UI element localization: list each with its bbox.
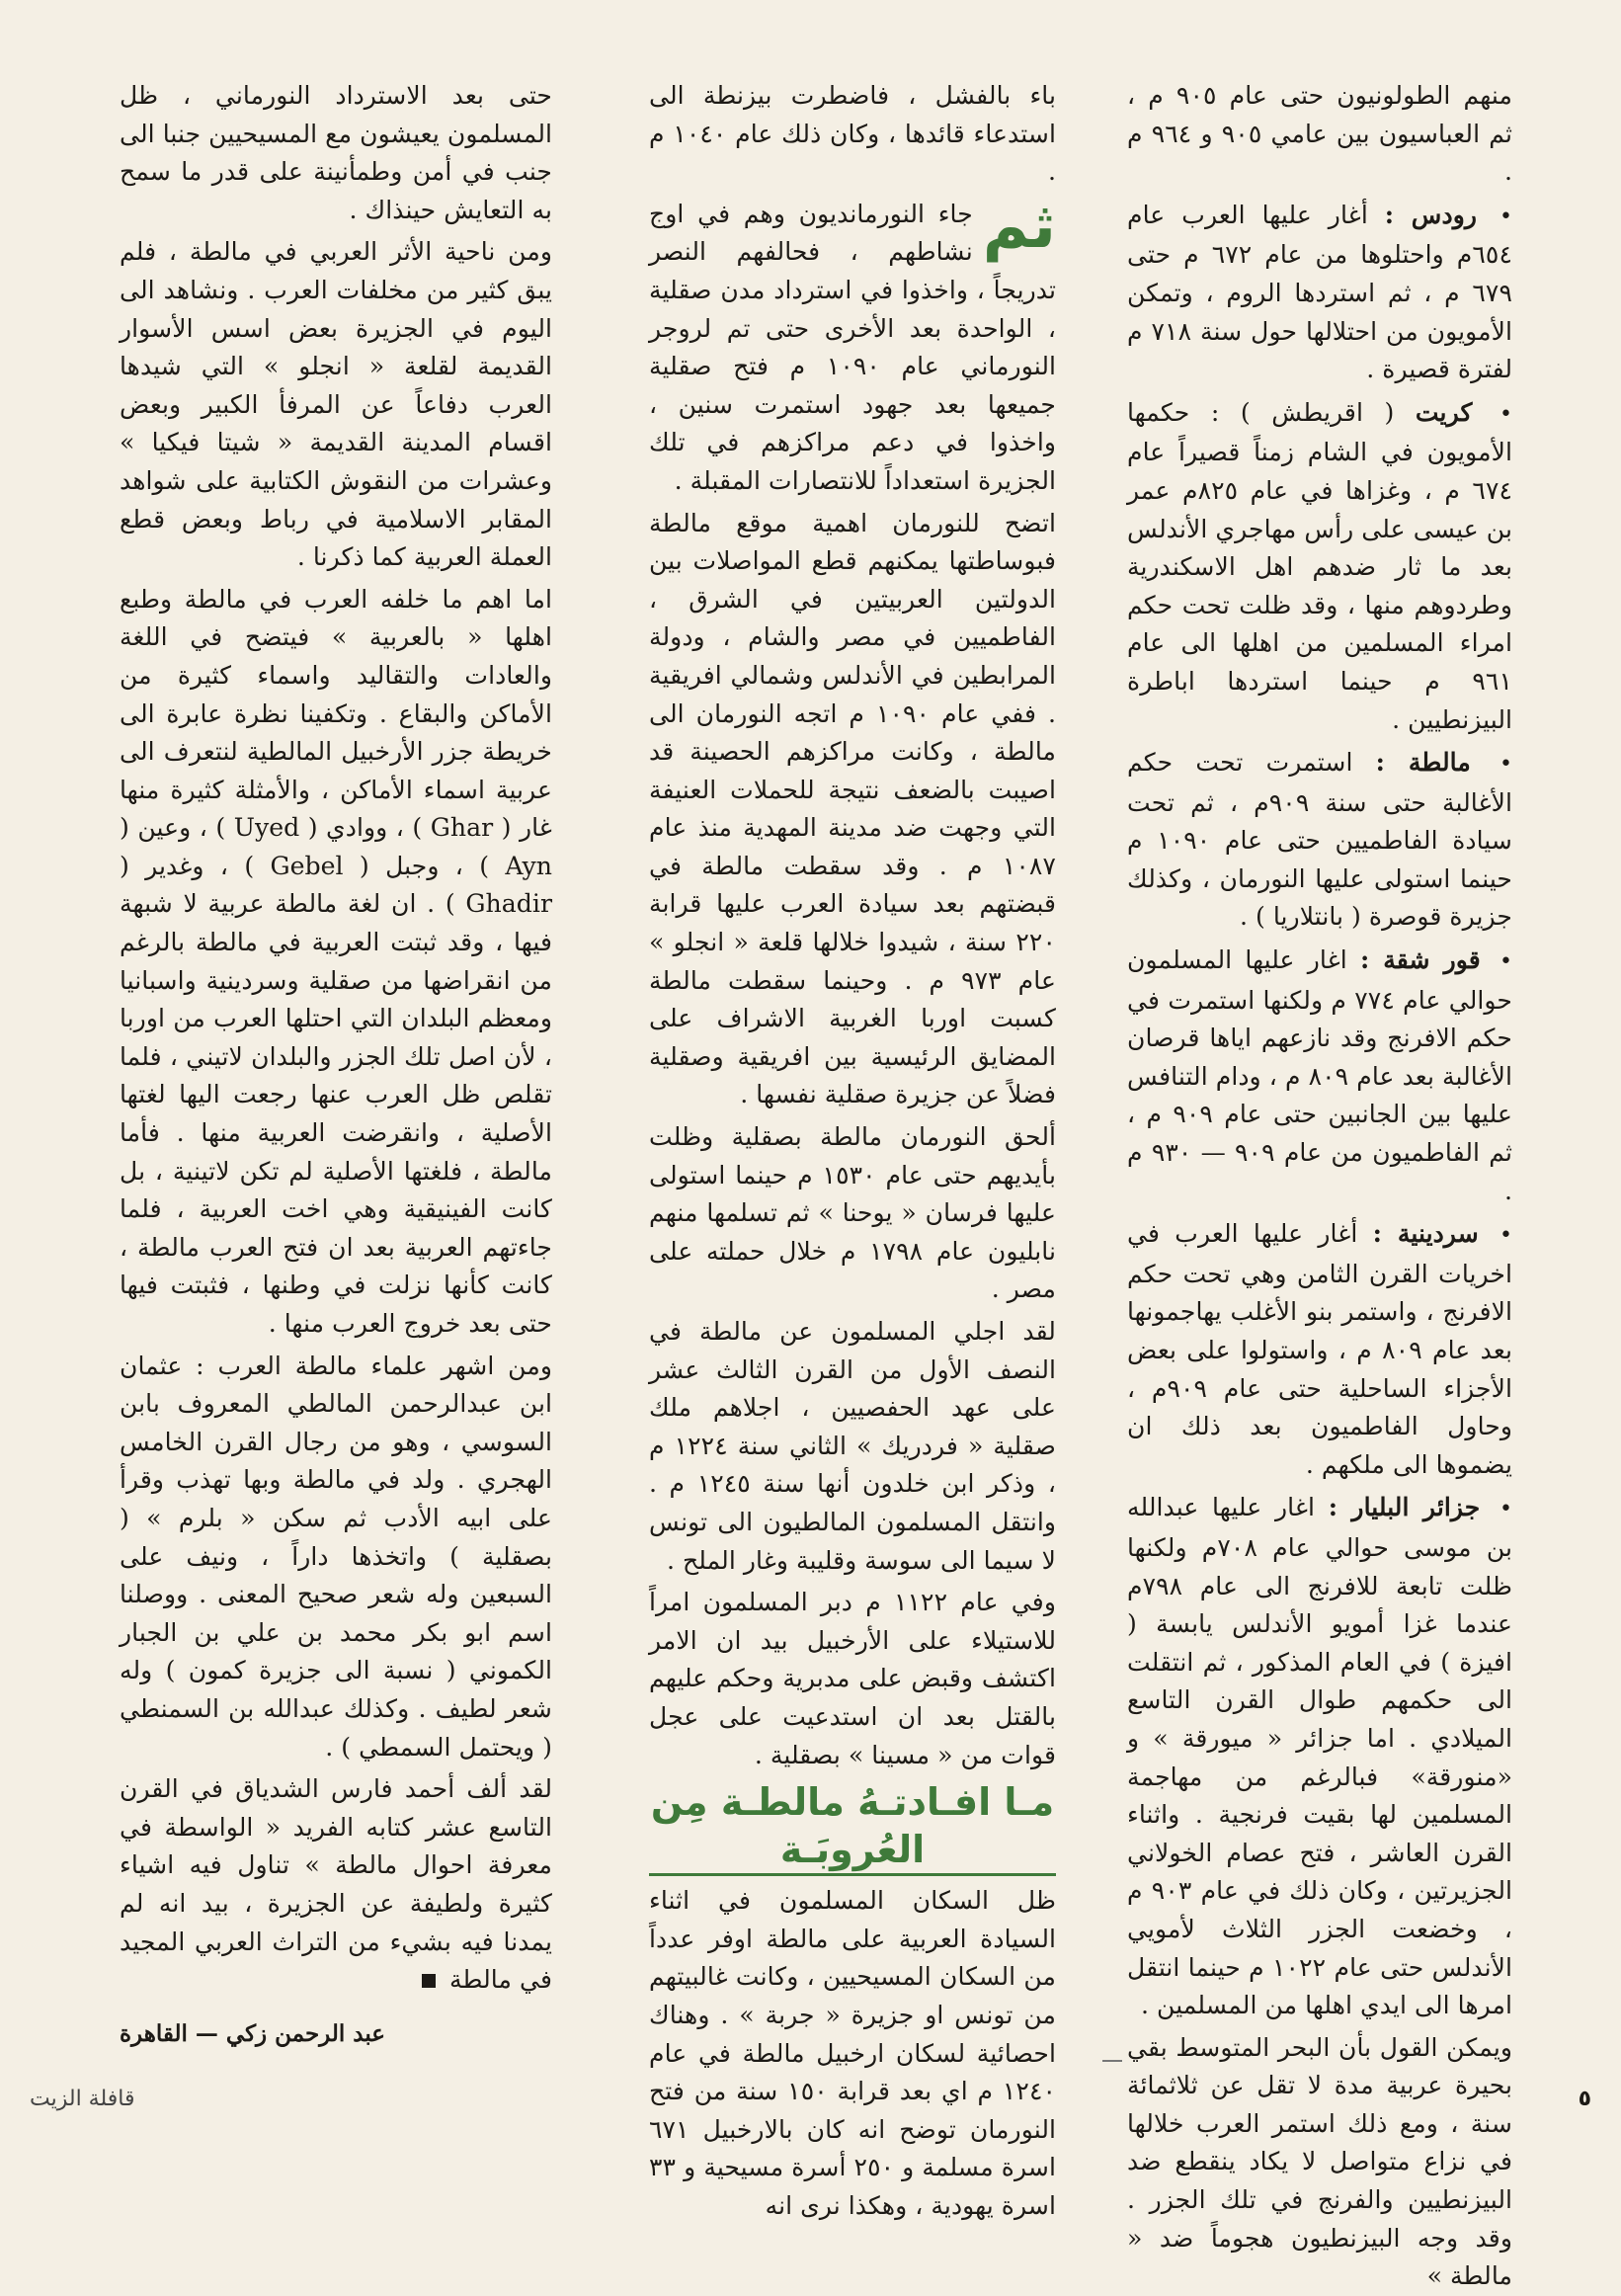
entry-rhodes	[1127, 196, 1512, 389]
paragraph: اتضح للنورمان اهمية موقع مالطة فبوساطتها يمكنهم قطع المواصلات بين الدولتين العربيتين في الشرق ، الفاطميين في مصر والشام ، ودولة المرابطين في الأندلس وشمالي افريقية . ففي عام ١٠٩٠ م اتجه النورمان الى مالطة ، وكانت مراكزهم الحصينة قد اصيبت بالضعف نتيجة للحملات العنيفة التي وجهت ضد مدينة المهدية منذ عام ١٠٨٧ م . وقد سقطت مالطة في قبضتهم بعد سيادة العرب عليها قرابة ٢٢٠ سنة ، شيدوا خلالها قلعة « انجلو » عام ٩٧٣ م . وحينما سقطت مالطة كسبت اوربا الغربية الاشراف على المضايق الرئيسية بين افريقية وصقلية فضلاً عن جزيرة صقلية نفسها .	[649, 508, 1056, 1109]
page-footer	[0, 2078, 1621, 2117]
entry-balearic	[1127, 1488, 1512, 2024]
paragraph: ظل السكان المسلمون في اثناء السيادة العربية على مالطة اوفر عدداً من السكان المسيحيين ، وكانت غالبيتهم من تونس او جزيرة « جربة » . وهناك احصائية لسكان ارخبيل مالطة في عام ١٢٤٠ م اي بعد قرابة ١٥٠ سنة من فتح النورمان توضح انه كان بالارخبيل ٦٧١ اسرة مسلمة و ٢٥٠ أسرة مسيحية و ٣٣ اسرة يهودية ، وهكذا نرى انه	[649, 1886, 1057, 2220]
entry-term: كريت	[1415, 396, 1473, 427]
entry-corsica	[1127, 941, 1512, 1210]
paragraph-intro: منهم الطولونيون حتى عام ٩٠٥ م ، ثم العباسيون بين عامي ٩٠٥ و ٩٦٤ م .	[1127, 81, 1512, 187]
author-signature: عبد الرحمن زكي — القاهرة	[120, 2019, 386, 2047]
entry-crete	[1127, 393, 1512, 739]
dropcap: ثم	[982, 189, 1056, 263]
paragraph-closing: ويمكن القول بأن البحر المتوسط بقي بحيرة عربية مدة لا تقل عن ثلاثمائة سنة ، ومع ذلك استمر العرب خلالها في نزاع متواصل لا يكاد ينقطع ضد البيزنطيين والفرنج في تلك الجزر . وقد وجه البيزنطيون هجوماً ضد « مالطة »	[1127, 2032, 1512, 2291]
bullet-icon: •	[1499, 401, 1512, 427]
column-right	[1127, 77, 1513, 2291]
entry-term: سردينية :	[1372, 1218, 1479, 1249]
entry-text: أغار عليها العرب عام ٦٥٤م واحتلوها من عام ٦٧٢ م حتى ٦٧٩ م ، ثم استردها الروم ، وتمكن الأمويون من احتلالها حول سنة ٧١٨ م لفترة قصيرة .	[1127, 200, 1512, 384]
paragraph-text: جاء النورمانديون وهم في اوج نشاطهم ، فحالفهم النصر تدريجاً ، واخذوا في استرداد مدن صقلية ، الواحدة بعد الأخرى حتى تم لروجر النورماني عام ١٠٩٠ م فتح صقلية جميعها بعد جهود استمرت سنين ، واخذوا في دعم مراكزهم في تلك الجزيرة استعداداً للانتصارات المقبلة .	[649, 199, 1056, 495]
page-number: ٥	[1578, 2087, 1591, 2111]
entry-text: أغار عليها العرب في اخريات القرن الثامن وهي تحت حكم الافرنج ، واستمر بنو الأغلب يهاجمونها بعد عام ٨٠٩ م ، واستولوا على بعض الأجزاء الساحلية حتى عام ٩٠٩م ، وحاول الفاطميون بعد ذلك ان يضموها الى ملكهم .	[1127, 1219, 1512, 1479]
paragraph: ألحق النورمان مالطة بصقلية وظلت بأيديهم حتى عام ١٥٣٠ م حينما استولى عليها فرسان « يوحنا » ثم تسلمها منهم نابليون عام ١٧٩٨ م خلال حملته على مصر .	[649, 1122, 1056, 1304]
entry-text: ( اقريطش ) : حكمها الأمويون في الشام زمناً قصيراً عام ٦٧٤ م ، وغزاها في عام ٨٢٥م عمر بن عيسى على رأس مهاجري الأندلس بعد ما ثار ضدهم اهل الاسكندرية وطردوهم منها ، وقد ظلت تحت حكم امراء المسلمين من اهلها الى عام ٩٦١ م حينما استردها اباطرة البيزنطيين .	[1127, 397, 1513, 734]
bullet-icon: •	[1499, 949, 1512, 975]
paragraph: اما اهم ما خلفه العرب في مالطة وطبع اهلها « بالعربية » فيتضح في اللغة والعادات والتقاليد واسماء كثيرة من الأماكن والبقاع . وتكفينا نظرة عابرة الى خريطة جزر الأرخبيل المالطية لنتعرف الى عربية اسماء الأماكن ، والأمثلة كثيرة منها غار ( Ghar ) ، ووادي ( Uyed ) ، وعين ( Ayn ) ، وجبل ( Gebel ) ، وغدير ( Ghadir ) . ان لغة مالطة عربية لا شبهة فيها ، وقد ثبتت العربية في مالطة بالرغم من انقراضها من صقلية وسردينية واسبانيا ومعظم البلدان التي احتلها العرب من اوربا ، لأن اصل تلك الجزر والبلدان لاتيني ، فلما تقلص ظل العرب عنها رجعت اليها لغتها الأصلية ، وانقرضت العربية منها . فأما مالطة ، فلغتها الأصلية لم تكن لاتينية ، بل كانت الفينيقية وهي اخت العربية ، فلما جاءتهم العربية بعد ان فتح العرب مالطة ، كانت كأنها نزلت في وطنها ، فثبتت فيها حتى بعد خروج العرب منها .	[120, 584, 552, 1338]
entry-text: اغار عليها المسلمون حوالي عام ٧٧٤ م ولكنها استمرت في حكم الافرنج وقد نازعهم اياها قرصان الأغالبة بعد عام ٨٠٩ م ، ودام التنافس عليها بين الجانبين حتى عام ٩٠٩ م ، ثم الفاطميون من عام ٩٠٩ — ٩٣٠ م .	[1127, 945, 1513, 1205]
paragraph: ومن اشهر علماء مالطة العرب : عثمان ابن عبدالرحمن المالطي المعروف بابن السوسي ، وهو من رجال القرن الخامس الهجري . ولد في مالطة وبها تهذب وقرأ على ابيه الأدب ثم سكن « بلرم » ( بصقلية ) واتخذها داراً ، ونيف على السبعين وله شعر صحيح المعنى . ووصلنا اسم ابو بكر محمد بن علي بن الجبار الكموني ( نسبة الى جزيرة كمون ) وله شعر لطيف . وكذلك عبدالله بن السمنطي ( ويحتمل السمطي ) .	[120, 1351, 552, 1762]
entry-sardinia	[1127, 1214, 1512, 1484]
paragraph-with-dropcap	[649, 189, 1056, 501]
entry-term: قور شقة :	[1360, 944, 1481, 975]
bullet-icon: •	[1499, 204, 1513, 229]
paragraph: وفي عام ١١٢٢ م دبر المسلمون امراً للاستيلاء على الأرخبيل بيد ان الامر اكتشف وقبض على مدبرية وحكم عليهم بالقتل بعد ان استدعيت على عجل قوات من « مسينا » بصقلية .	[649, 1588, 1056, 1769]
entry-malta	[1127, 743, 1512, 937]
entry-text: اغار عليها عبدالله بن موسى حوالي عام ٧٠٨م ولكنها ظلت تابعة للافرنج الى عام ٧٩٨م عندما غزا أمويو الأندلس يابسة ( افيزة ) في العام المذكور ، ثم انتقلت الى حكمهم طوال القرن التاسع الميلادي . اما جزائر « ميورقة » و «منورقة» فبالرغم من مهاجمة المسلمين لها بقيت فرنجية . واثناء القرن العاشر ، فتح عصام الخولاني الجزيرتين ، وكان ذلك في عام ٩٠٣ م ، وخضعت الجزر الثلاث لأمويي الأندلس حتى عام ١٠٢٢ م حينما انتقل امرها الى ايدي اهلها من المسلمين .	[1127, 1493, 1513, 2020]
paragraph-text: لقد ألف أحمد فارس الشدياق في القرن التاسع عشر كتابه الفريد « الواسطة في معرفة احوال مالطة » تناول فيه اشياء كثيرة ولطيفة عن الجزيرة ، بيد انه لم يمدنا فيه بشيء من التراث العربي المجيد في مالطة	[120, 1774, 552, 1995]
magazine-name: قافلة الزيت	[30, 2087, 135, 2111]
entry-term: رودس :	[1384, 199, 1478, 229]
entry-term: مالطة :	[1375, 747, 1471, 778]
entry-term: جزائر البليار :	[1328, 1492, 1481, 1522]
bullet-icon: •	[1499, 752, 1512, 778]
section-title: مـا افـادتـهُ مالطـة مِن العُروبَـة	[649, 1778, 1056, 1876]
paragraph: لقد اجلي المسلمون عن مالطة في النصف الأول من القرن الثالث عشر على عهد الحفصيين ، اجلاهم ملك صقلية « فردريك » الثاني سنة ١٢٢٤ م ، وذكر ابن خلدون أنها سنة ١٢٤٥ م . وانتقل المسلمون المالطيون الى تونس لا سيما الى سوسة وقليبة وغار الملح .	[649, 1317, 1056, 1575]
bullet-icon: •	[1499, 1497, 1512, 1522]
entry-text: استمرت تحت حكم الأغالبة حتى سنة ٩٠٩م ، ثم تحت سيادة الفاطميين حتى عام ١٠٩٠ م حينما استولى عليها النورمان ، وكذلك جزيرة قوصرة ( بانتلاريا ) .	[1127, 748, 1512, 932]
folio-rule	[1102, 2060, 1122, 2070]
bullet-icon: •	[1499, 1223, 1513, 1249]
paragraph-final	[120, 1770, 552, 2000]
end-of-article-icon	[422, 1974, 436, 1988]
column-middle	[649, 77, 1057, 2220]
column-left	[120, 77, 552, 2048]
paragraph: باء بالفشل ، فاضطرت بيزنطة الى استدعاء قائدها ، وكان ذلك عام ١٠٤٠ م .	[649, 81, 1056, 187]
paragraph: حتى بعد الاسترداد النورماني ، ظل المسلمون يعيشون مع المسيحيين جنبا الى جنب في أمن وطمأنينة على قدر ما سمح به التعايش حينذاك .	[120, 81, 552, 224]
paragraph: ومن ناحية الأثر العربي في مالطة ، فلم يبق كثير من مخلفات العرب . ونشاهد الى اليوم في الجزيرة بعض اسس الأسوار القديمة لقلعة « انجلو » التي شيدها العرب دفاعاً عن المرفأ الكبير وبعض اقسام المدينة القديمة « شيتا فيكيا » وعشرات من النقوش الكتابية على شواهد المقابر الاسلامية في رباط وبعض قطع العملة العربية كما ذكرنا .	[120, 237, 552, 572]
